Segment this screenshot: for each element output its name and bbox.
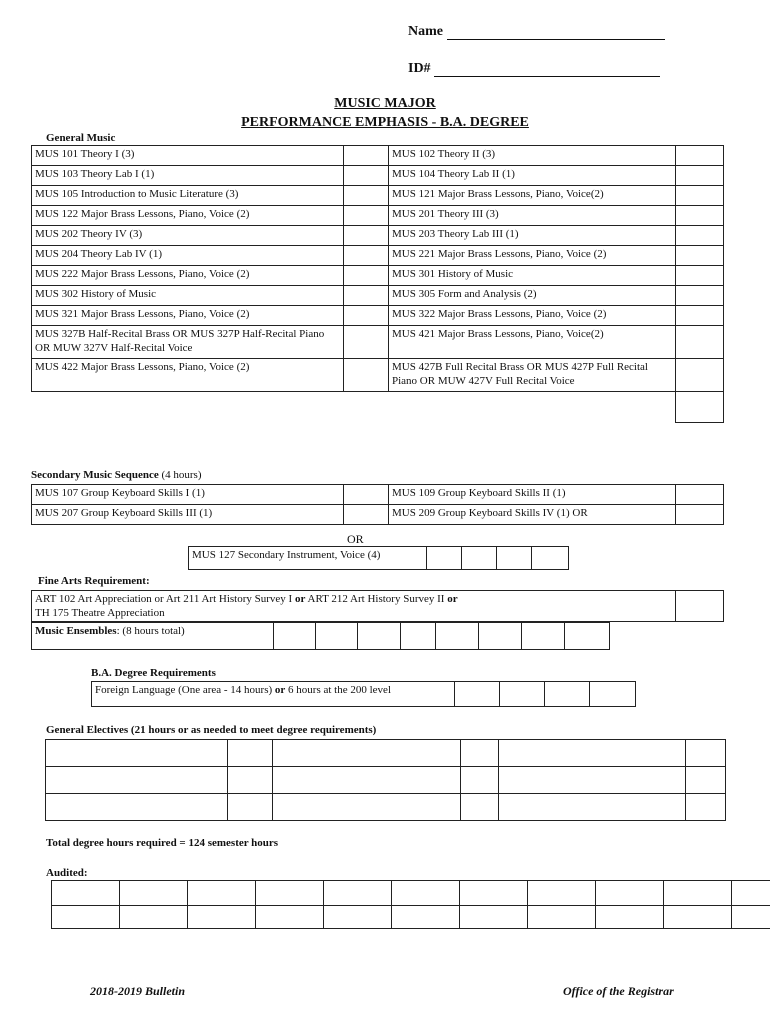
- course-cell: MUS 322 Major Brass Lessons, Piano, Voice (2): [389, 306, 676, 326]
- check-box[interactable]: [590, 682, 636, 707]
- table-row: [32, 359, 724, 392]
- fine-arts-or-1: or: [294, 593, 306, 605]
- course-cell: MUS 422 Major Brass Lessons, Piano, Voice (2): [32, 359, 344, 392]
- table-row: [32, 206, 724, 226]
- course-cell: MUS 122 Major Brass Lessons, Piano, Voice (2): [32, 206, 344, 226]
- alt-course-table: [188, 546, 569, 570]
- ba-or: or: [274, 684, 286, 696]
- course-cell: MUS 222 Major Brass Lessons, Piano, Voice (2): [32, 266, 344, 286]
- check-box[interactable]: [676, 226, 724, 246]
- fine-arts-heading: Fine Arts Requirement:: [38, 575, 150, 587]
- table-row: [32, 146, 724, 166]
- check-box[interactable]: [344, 505, 389, 525]
- ba-text-a: Foreign Language (One area - 14 hours): [95, 684, 273, 696]
- audit-cell[interactable]: [188, 906, 256, 929]
- course-cell: MUS 104 Theory Lab II (1): [389, 166, 676, 186]
- check-box[interactable]: [676, 392, 724, 423]
- check-box[interactable]: [461, 794, 499, 821]
- audit-cell[interactable]: [256, 881, 324, 906]
- course-cell: MUS 127 Secondary Instrument, Voice (4): [189, 547, 427, 570]
- name-label: Name: [408, 24, 443, 39]
- ensembles-label: Music Ensembles: [35, 625, 117, 637]
- id-label: ID#: [408, 61, 431, 76]
- audit-cell[interactable]: [664, 881, 732, 906]
- fine-arts-table: [31, 590, 724, 622]
- check-box[interactable]: [676, 146, 724, 166]
- ensembles-cell: [32, 623, 274, 650]
- elective-cell[interactable]: [499, 794, 686, 821]
- check-box[interactable]: [358, 623, 401, 650]
- id-line[interactable]: [434, 62, 660, 77]
- or-label: OR: [347, 532, 364, 546]
- fine-arts-text-a: ART 102 Art Appreciation or Art 211 Art History Survey I: [35, 593, 293, 605]
- audit-cell[interactable]: [120, 906, 188, 929]
- check-box[interactable]: [500, 682, 545, 707]
- audit-cell[interactable]: [324, 881, 392, 906]
- electives-heading: General Electives (21 hours or as needed to meet degree requirements): [46, 724, 377, 736]
- table-row: [32, 306, 724, 326]
- check-box[interactable]: [686, 767, 726, 794]
- course-cell: MUS 209 Group Keyboard Skills IV (1) OR: [389, 505, 676, 525]
- check-box[interactable]: [455, 682, 500, 707]
- elective-cell[interactable]: [273, 794, 461, 821]
- audit-cell[interactable]: [188, 881, 256, 906]
- audit-cell[interactable]: [120, 881, 188, 906]
- ba-table: [91, 681, 636, 707]
- ensembles-table: [31, 622, 610, 650]
- check-box[interactable]: [228, 740, 273, 767]
- course-cell: MUS 427B Full Recital Brass OR MUS 427P Full Recital Piano OR MUW 427V Full Recital Voice: [389, 359, 676, 392]
- course-cell: MUS 102 Theory II (3): [389, 146, 676, 166]
- elective-cell[interactable]: [46, 767, 228, 794]
- course-cell: MUS 202 Theory IV (3): [32, 226, 344, 246]
- check-box[interactable]: [532, 547, 569, 570]
- course-cell: MUS 103 Theory Lab I (1): [32, 166, 344, 186]
- table-row: [32, 591, 724, 622]
- check-box[interactable]: [686, 794, 726, 821]
- check-box[interactable]: [427, 547, 462, 570]
- table-row: [92, 682, 636, 707]
- audit-cell[interactable]: [392, 881, 460, 906]
- electives-table: [45, 739, 726, 821]
- table-row: [32, 326, 724, 359]
- audited-table: [51, 880, 770, 929]
- course-cell: MUS 107 Group Keyboard Skills I (1): [32, 485, 344, 505]
- check-box[interactable]: [401, 623, 436, 650]
- ensembles-hours: : (8 hours total): [116, 625, 185, 637]
- course-cell: MUS 207 Group Keyboard Skills III (1): [32, 505, 344, 525]
- table-row: [32, 166, 724, 186]
- audit-cell[interactable]: [324, 906, 392, 929]
- check-box[interactable]: [565, 623, 610, 650]
- elective-cell[interactable]: [46, 794, 228, 821]
- table-row: [32, 246, 724, 266]
- audit-cell[interactable]: [52, 881, 120, 906]
- check-box[interactable]: [676, 186, 724, 206]
- course-cell: MUS 201 Theory III (3): [389, 206, 676, 226]
- check-box[interactable]: [344, 266, 389, 286]
- check-box[interactable]: [344, 306, 389, 326]
- check-box[interactable]: [676, 505, 724, 525]
- table-row: [52, 881, 770, 906]
- course-cell: MUS 221 Major Brass Lessons, Piano, Voice (2): [389, 246, 676, 266]
- course-cell: MUS 121 Major Brass Lessons, Piano, Voice(2): [389, 186, 676, 206]
- table-row: [32, 266, 724, 286]
- audit-cell[interactable]: [528, 906, 596, 929]
- audit-cell[interactable]: [596, 906, 664, 929]
- check-box[interactable]: [436, 623, 479, 650]
- elective-cell[interactable]: [46, 740, 228, 767]
- check-box[interactable]: [676, 206, 724, 226]
- name-field[interactable]: [408, 24, 665, 40]
- secondary-table: [31, 484, 724, 525]
- audit-cell[interactable]: [528, 881, 596, 906]
- course-cell: MUS 302 History of Music: [32, 286, 344, 306]
- table-row: [32, 623, 610, 650]
- check-box[interactable]: [344, 186, 389, 206]
- elective-cell[interactable]: [273, 767, 461, 794]
- id-field[interactable]: [408, 61, 660, 77]
- course-cell: MUS 204 Theory Lab IV (1): [32, 246, 344, 266]
- course-cell: MUS 421 Major Brass Lessons, Piano, Voice(2): [389, 326, 676, 359]
- ba-text-b: 6 hours at the 200 level: [288, 684, 391, 696]
- name-line[interactable]: [447, 25, 665, 40]
- table-row: [32, 286, 724, 306]
- check-box[interactable]: [344, 166, 389, 186]
- course-cell: MUS 305 Form and Analysis (2): [389, 286, 676, 306]
- table-row: [189, 547, 569, 570]
- fine-arts-text-c: TH 175 Theatre Appreciation: [35, 607, 165, 619]
- check-box[interactable]: [228, 794, 273, 821]
- table-row: [46, 740, 726, 767]
- elective-cell[interactable]: [499, 740, 686, 767]
- table-row: [32, 392, 724, 423]
- audit-cell[interactable]: [256, 906, 324, 929]
- check-box[interactable]: [676, 246, 724, 266]
- course-cell: MUS 203 Theory Lab III (1): [389, 226, 676, 246]
- secondary-heading-label: Secondary Music Sequence: [31, 469, 159, 481]
- table-row: [32, 505, 724, 525]
- course-cell: MUS 301 History of Music: [389, 266, 676, 286]
- fine-arts-text-b: ART 212 Art History Survey II: [307, 593, 445, 605]
- check-box[interactable]: [316, 623, 358, 650]
- ba-heading: B.A. Degree Requirements: [91, 667, 216, 679]
- table-row: [46, 767, 726, 794]
- fine-arts-cell: [32, 591, 676, 622]
- check-box[interactable]: [344, 226, 389, 246]
- check-box[interactable]: [676, 306, 724, 326]
- general-music-heading: General Music: [46, 132, 116, 144]
- check-box[interactable]: [344, 485, 389, 505]
- check-box[interactable]: [344, 206, 389, 226]
- course-cell: MUS 321 Major Brass Lessons, Piano, Voice (2): [32, 306, 344, 326]
- check-box[interactable]: [676, 326, 724, 359]
- check-box[interactable]: [462, 547, 497, 570]
- audit-cell[interactable]: [52, 906, 120, 929]
- gap-cell: [32, 392, 676, 423]
- check-box[interactable]: [676, 485, 724, 505]
- title-line-1: MUSIC MAJOR: [334, 96, 436, 111]
- audit-cell[interactable]: [596, 881, 664, 906]
- audit-cell[interactable]: [460, 906, 528, 929]
- check-box[interactable]: [676, 266, 724, 286]
- course-cell: MUS 327B Half-Recital Brass OR MUS 327P Half-Recital Piano OR MUW 327V Half-Recital Voice: [32, 326, 344, 359]
- check-box[interactable]: [461, 740, 499, 767]
- check-box[interactable]: [461, 767, 499, 794]
- check-box[interactable]: [545, 682, 590, 707]
- check-box[interactable]: [344, 286, 389, 306]
- audit-cell[interactable]: [460, 881, 528, 906]
- check-box[interactable]: [676, 591, 724, 622]
- title-line-2: PERFORMANCE EMPHASIS - B.A. DEGREE: [241, 115, 529, 130]
- course-cell: MUS 109 Group Keyboard Skills II (1): [389, 485, 676, 505]
- secondary-heading: [31, 469, 202, 481]
- audit-cell[interactable]: [664, 906, 732, 929]
- check-box[interactable]: [676, 166, 724, 186]
- course-cell: MUS 101 Theory I (3): [32, 146, 344, 166]
- check-box[interactable]: [274, 623, 316, 650]
- audit-cell[interactable]: [732, 906, 770, 929]
- table-row: [32, 226, 724, 246]
- check-box[interactable]: [344, 359, 389, 392]
- elective-cell[interactable]: [499, 767, 686, 794]
- check-box[interactable]: [228, 767, 273, 794]
- table-row: [52, 906, 770, 929]
- audit-cell[interactable]: [732, 881, 770, 906]
- check-box[interactable]: [676, 359, 724, 392]
- fine-arts-or-2: or: [447, 593, 458, 605]
- ba-cell: [92, 682, 455, 707]
- secondary-hours: (4 hours): [161, 469, 202, 481]
- check-box[interactable]: [479, 623, 522, 650]
- check-box[interactable]: [344, 326, 389, 359]
- audit-cell[interactable]: [392, 906, 460, 929]
- elective-cell[interactable]: [273, 740, 461, 767]
- check-box[interactable]: [344, 146, 389, 166]
- check-box[interactable]: [522, 623, 565, 650]
- course-cell: MUS 105 Introduction to Music Literature (3): [32, 186, 344, 206]
- check-box[interactable]: [686, 740, 726, 767]
- footer-bulletin: 2018-2019 Bulletin: [90, 984, 186, 998]
- check-box[interactable]: [344, 246, 389, 266]
- general-music-table: [31, 145, 724, 423]
- table-row: [32, 186, 724, 206]
- total-hours: Total degree hours required = 124 semester hours: [46, 837, 279, 849]
- table-row: [46, 794, 726, 821]
- check-box[interactable]: [497, 547, 532, 570]
- check-box[interactable]: [676, 286, 724, 306]
- footer-registrar: Office of the Registrar: [563, 984, 674, 998]
- audited-label: Audited:: [46, 867, 88, 879]
- table-row: [32, 485, 724, 505]
